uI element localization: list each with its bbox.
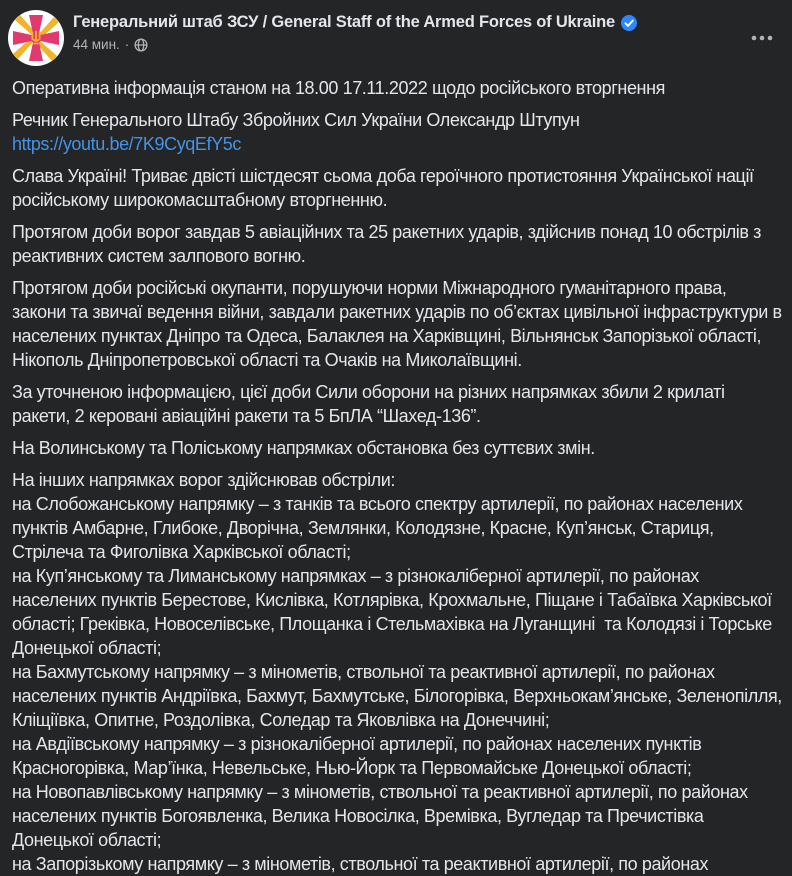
post-line: на Бахмутському напрямку – з мінометів, ствольної та реактивної артилерії, по районах населених пунктів Андріївка, Бахмут, Бахмутське, Білогорівка, Верхньокам’янське, Зеленопілля, Кліщіївка, Опитне, Роздолівка, Соледар та Яковлівка на Донеччині; — [12, 662, 787, 730]
verified-badge-icon — [621, 15, 637, 31]
timestamp-link[interactable]: 44 мин. — [73, 37, 120, 52]
post-paragraph — [12, 164, 782, 212]
post-paragraph — [12, 76, 782, 100]
post-line: на Куп’янському та Лиманському напрямках – з різнокаліберної артилерії, по районах населених пунктів Берестове, Кислівка, Котлярівка, Крохмальне, Піщане і Табаївка Харківської області; Греківка, Новоселівське, Площанка і Стельмахівка на Луганщині та Колодязі і Торське Донецької області; — [12, 566, 777, 658]
post-header — [0, 0, 792, 68]
meta-separator: · — [124, 37, 130, 52]
post-paragraph — [12, 108, 782, 156]
post-text: Протягом доби ворог завдав 5 авіаційних та 25 ракетних ударів, здійснив понад 10 обстрілів з реактивних систем залпового вогню. — [12, 222, 766, 266]
post-meta — [73, 37, 637, 52]
page-name-link[interactable]: Генеральний штаб ЗСУ / General Staff of the Armed Forces of Ukraine — [73, 13, 615, 31]
post-paragraph — [12, 436, 782, 460]
header-text — [73, 10, 637, 52]
general-staff-emblem-icon — [8, 10, 64, 66]
post-text: На Волинському та Поліському напрямках обстановка без суттєвих змін. — [12, 438, 595, 458]
page-avatar[interactable] — [8, 10, 64, 66]
post-line-clipped: на Запорізькому напрямку – з мінометів, ствольної та реактивної артилерії, по районах — [12, 854, 709, 874]
post-paragraph — [12, 220, 782, 268]
post-text: Протягом доби російські окупанти, порушуючи норми Міжнародного гуманітарного права, закони та звичаї ведення війни, завдали ракетних ударів по об’єктах цивільної інфраструктури в населених пунктах Дніпро та Одеса, Балаклея на Харківщині, Вільнянськ Запорізької області, Нікополь Дніпропетровської області та Очаків на Миколаївщині. — [12, 278, 787, 370]
post-text: За уточненою інформацією, цієї доби Сили оборони на різних напрямках збили 2 крилаті ракети, 2 керовані авіаційні ракети та 5 БпЛА “Шахед-136”. — [12, 382, 730, 426]
post-text: Оперативна інформація станом на 18.00 17.11.2022 щодо російського вторгнення — [12, 78, 665, 98]
post-text: Слава Україні! Триває двісті шістдесят сьома доба героїчного протистояння Української нації російському широкомасштабному вторгненню. — [12, 166, 759, 210]
page-name-row — [73, 13, 637, 32]
more-options-button[interactable] — [746, 24, 778, 52]
post-line: На інших напрямках ворог здійснював обстріли: — [12, 470, 396, 490]
post-line: на Слобожанському напрямку – з танків та всього спектру артилерії, по районах населених пунктів Амбарне, Глибоке, Дворічна, Землянки, Колодязне, Красне, Куп’янськ, Стариця, Стрілеча та Фиголівка Харківської області; — [12, 494, 748, 562]
post-paragraph — [12, 468, 787, 876]
post-paragraph — [12, 276, 787, 372]
post-line: на Авдіївському напрямку – з різнокаліберної артилерії, по районах населених пунктів Красногорівка, Мар’їнка, Невельське, Нью-Йорк та Первомайське Донецької області; — [12, 734, 706, 778]
globe-icon — [134, 38, 148, 52]
post-link-row — [12, 132, 782, 156]
post-line: на Новопавлівському напрямку – з мінометів, ствольної та реактивної артилерії, по районах населених пунктів Богоявленка, Велика Новосілка, Времівка, Вугледар та Пречистівка Донецької області; — [12, 782, 753, 850]
post-link[interactable]: https://youtu.be/7K9CyqEfY5c — [12, 134, 241, 154]
post-paragraph — [12, 380, 782, 428]
post-body — [0, 68, 792, 876]
post-text: Речник Генерального Штабу Збройних Сил України Олександр Штупун — [12, 110, 580, 130]
more-options-icon — [751, 35, 773, 41]
